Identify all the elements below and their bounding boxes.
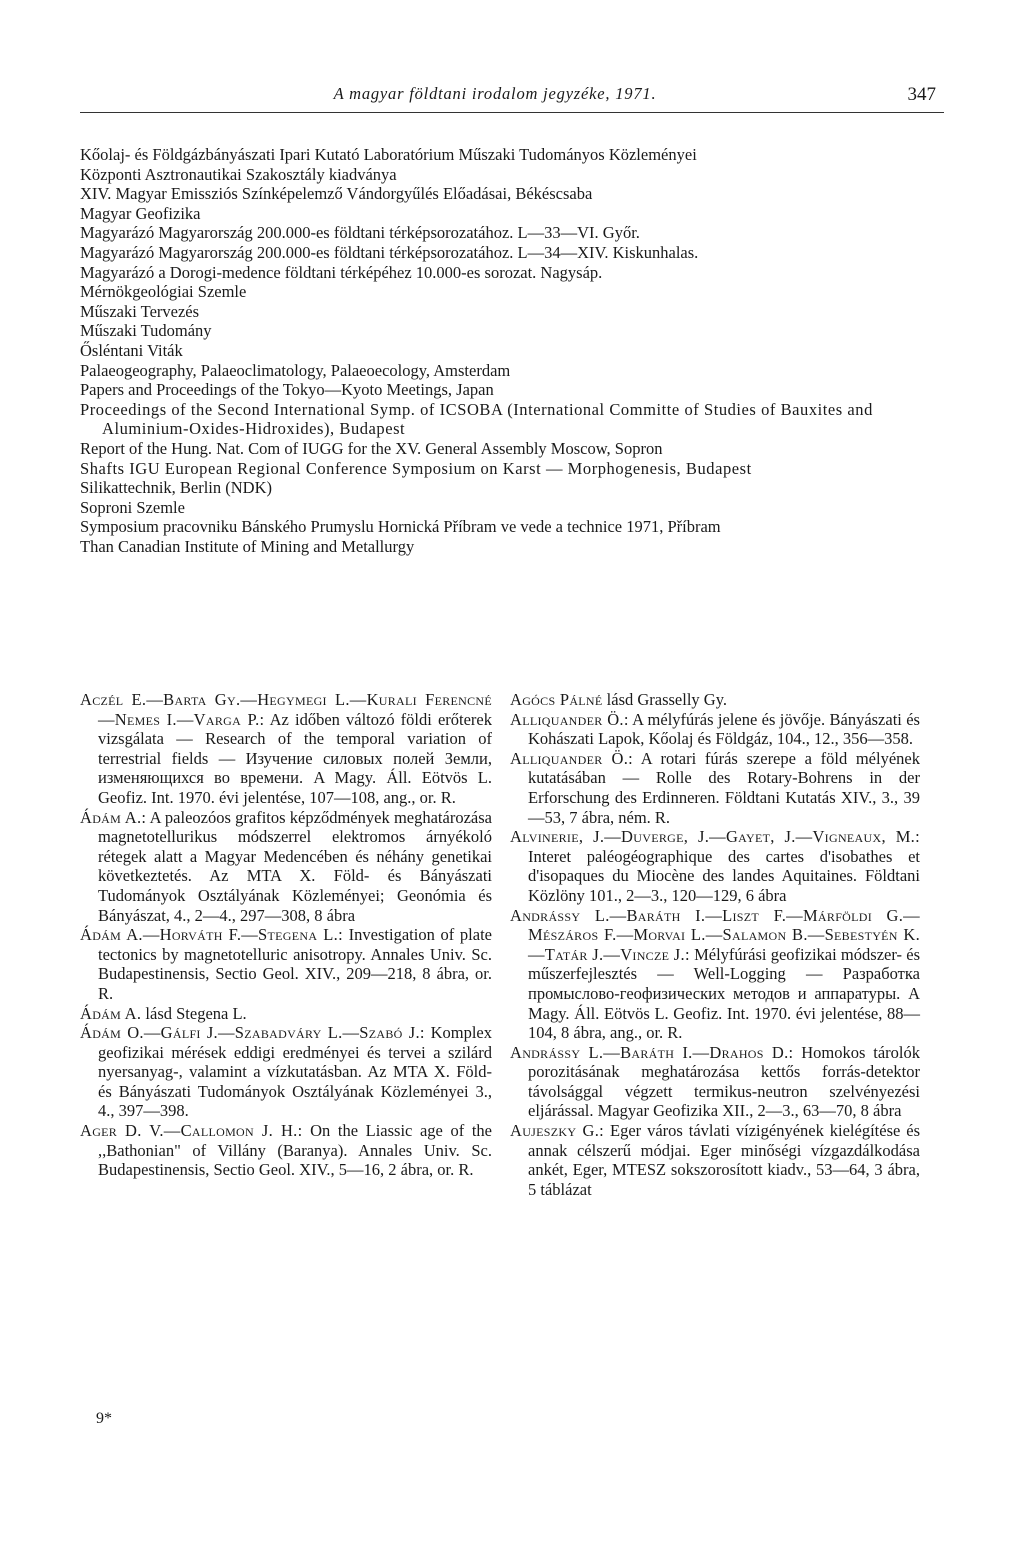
entry-text: Az időben változó földi erőterek vizsgálata — Research of the temporal variation of terrestrial fields — Изучение силовых полей Земли, изменяющихся во времени. A Magy. Áll. Eötvös L. Geofiz. Int. 1970. évi jelentése, 107—108, ang., or. R. [98,709,492,807]
printer-signature-mark: 9* [96,1410,112,1427]
bibliography-entry [510,749,920,827]
bibliography-entry [80,1121,492,1180]
serial-item: Symposium pracovniku Bánského Prumyslu Hornická Příbram ve vede a technice 1971, Příbram [80,517,721,537]
entry-authors: Alliquander Ö.: [510,748,634,768]
entry-text: Interet paléogéographique des cartes d'isobathes et d'isopaques du Miocène des landes Aquitaines. Földtani Közlöny 101., 2—3., 120—129, 6 ábra [528,846,920,905]
serial-item: Magyarázó Magyarország 200.000-es földtani térképsorozatához. L—33—VI. Győr. [80,223,640,243]
running-title: A magyar földtani irodalom jegyzéke, 1971. [333,84,657,103]
entry-text: lásd Grasselly Gy. [602,690,728,709]
entry-authors: Agócs Pálné [510,690,603,709]
entry-authors: Ádám A. [80,1003,142,1023]
bibliography-entry [80,690,492,808]
entry-text: Investigation of plate tectonics by magnetotelluric anisotropy. Annales Univ. Sc. Budapestinensis, Sectio Geol. XIV., 209—218, 8 ábra, or. R. [98,925,492,1003]
serial-item: Ősléntani Viták [80,340,183,360]
entry-authors: Andrássy L.—Baráth I.—Drahos D.: [510,1042,794,1062]
bibliography-entry [80,1004,492,1024]
serial-item: Központi Asztronautikai Szakosztály kiadványa [80,164,397,184]
page-number: 347 [907,84,936,105]
bibliography-entry [510,827,920,905]
entry-text: Homokos tárolók porozitásának meghatározása kettős forrás-detektor távolsággal végzett termikus-neutron szelvényezési eljárással. Magyar Geofizika XII., 2—3., 63—70, 8 ábra [528,1042,920,1121]
serial-item: Magyarázó Magyarország 200.000-es földtani térképsorozatához. L—34—XIV. Kiskunhalas. [80,242,699,262]
serial-item: Proceedings of the Second International Symp. of ICSOBA (International Committe of Studies of Bauxites and Aluminium-Oxides-Hidroxides), Budapest [80,399,873,439]
serial-item: Műszaki Tudomány [80,321,212,341]
bibliography-entry [80,925,492,1003]
entry-text: A paleozóos grafitos képződmények meghatározása magnetotellurikus módszerrel elektromos árnyékoló rétegek alatt a Magyar Medencében és néhány genetikai következtetés. Az MTA X. Föld- és Bányászati Tudományok Osztályának Közleményei; Geonómia és Bányászat, 4., 2—4., 297—308, 8 ábra [98,807,492,925]
serial-item: Palaeogeography, Palaeoclimatology, Palaeoecology, Amsterdam [80,360,511,380]
entry-text: Eger város távlati vízigényének kielégítése és annak célszerű módjai. Eger minőségi vízgazdálkodása ankét, Eger, MTESZ sokszorosított kiadv., 53—64, 3 ábra, 5 táblázat [528,1121,920,1199]
bibliography-column-right [510,690,920,1199]
serial-item: Műszaki Tervezés [80,301,200,321]
bibliography-entry [510,690,920,710]
entry-text: A rotari fúrás szerepe a föld mélyének kutatásában — Rolle des Rotary-Bohrens in der Erforschung des Erdinneren. Földtani Kutatás XIV., 3., 39—53, 7 ábra, ném. R. [528,748,920,827]
entry-authors: Ager D. V.—Callomon J. H.: [80,1121,303,1141]
bibliography-entry [80,1023,492,1121]
entry-authors: Aujeszky G.: [510,1121,605,1141]
entry-authors: Alvinerie, J.—Duverge, J.—Gayet, J.—Vigneaux, M.: [510,827,920,847]
entry-text: A mélyfúrás jelene és jövője. Bányászati és Kohászati Lapok, Kőolaj és Földgáz, 104., 12., 356—358. [528,709,920,749]
serial-item: Mérnökgeológiai Szemle [80,282,247,302]
entry-authors: Andrássy L.—Baráth I.—Liszt F.—Márföldi G.—Mészáros F.—Morvai L.—Salamon B.—Sebestyén K.—Tatár J.—Vincze J.: [510,905,920,964]
entry-authors: Alliquander Ö.: [510,709,629,729]
bibliography-entry [510,710,920,749]
entry-text: Mélyfúrási geofizikai módszer- és műszerfejlesztés — Well-Logging — Разработка промыслово-геофизических методов и аппаратуры. A Magy. Áll. Eötvös L. Geofiz. Int. 1970. évi jelentése, 88—104, 8 ábra, ang., or. R. [528,944,920,1043]
serial-item: Magyarázó a Dorogi-medence földtani térképéhez 10.000-es sorozat. Nagysáp. [80,262,603,282]
serials-list [80,145,950,556]
bibliography-column-left [80,690,492,1180]
entry-authors: Ádám A.—Horváth F.—Stegena L.: [80,925,343,945]
running-header [80,82,944,113]
entry-text: lásd Stegena L. [141,1003,247,1023]
bibliography-entry [80,808,492,926]
serial-item: Report of the Hung. Nat. Com of IUGG for the XV. General Assembly Moscow, Sopron [80,438,663,458]
entry-authors: Ádám O.—Gálfi J.—Szabadváry L.—Szabó J.: [80,1023,425,1043]
serial-item: Silikattechnik, Berlin (NDK) [80,478,273,498]
entry-authors: Aczél E.—Barta Gy.—Hegymegi L.—Kurali Ferencné—Nemes I.—Varga P.: [80,690,492,729]
bibliography-entry [510,1121,920,1199]
serial-item: XIV. Magyar Emissziós Színképelemző Vándorgyűlés Előadásai, Békéscsaba [80,184,593,204]
serial-item: Kőolaj- és Földgázbányászati Ipari Kutató Laboratórium Műszaki Tudományos Közleményei [80,145,697,164]
bibliography-entry [510,1043,920,1121]
serial-item: Papers and Proceedings of the Tokyo—Kyoto Meetings, Japan [80,380,494,400]
bibliography-entry [510,906,920,1043]
entry-authors: Ádám A.: [80,807,147,827]
serial-item: Than Canadian Institute of Mining and Metallurgy [80,536,415,556]
serial-item: Soproni Szemle [80,497,185,517]
entry-text: Komplex geofizikai mérések eddigi eredményei és tervei a szilárd nyersanyag-, valamint a vízkutatásban. Az MTA X. Föld- és Bányászati Tudományok Osztályának Közleményei 3., 4., 397—398. [98,1023,492,1121]
serial-item: Magyar Geofizika [80,203,201,223]
entry-text: On the Liassic age of the ,,Bathonian" of Villány (Baranya). Annales Univ. Sc. Budapestinensis, Sectio Geol. XIV., 5—16, 2 ábra, or. R. [98,1121,492,1180]
serial-item: Shafts IGU European Regional Conference Symposium on Karst — Morphogenesis, Budapest [80,458,752,478]
